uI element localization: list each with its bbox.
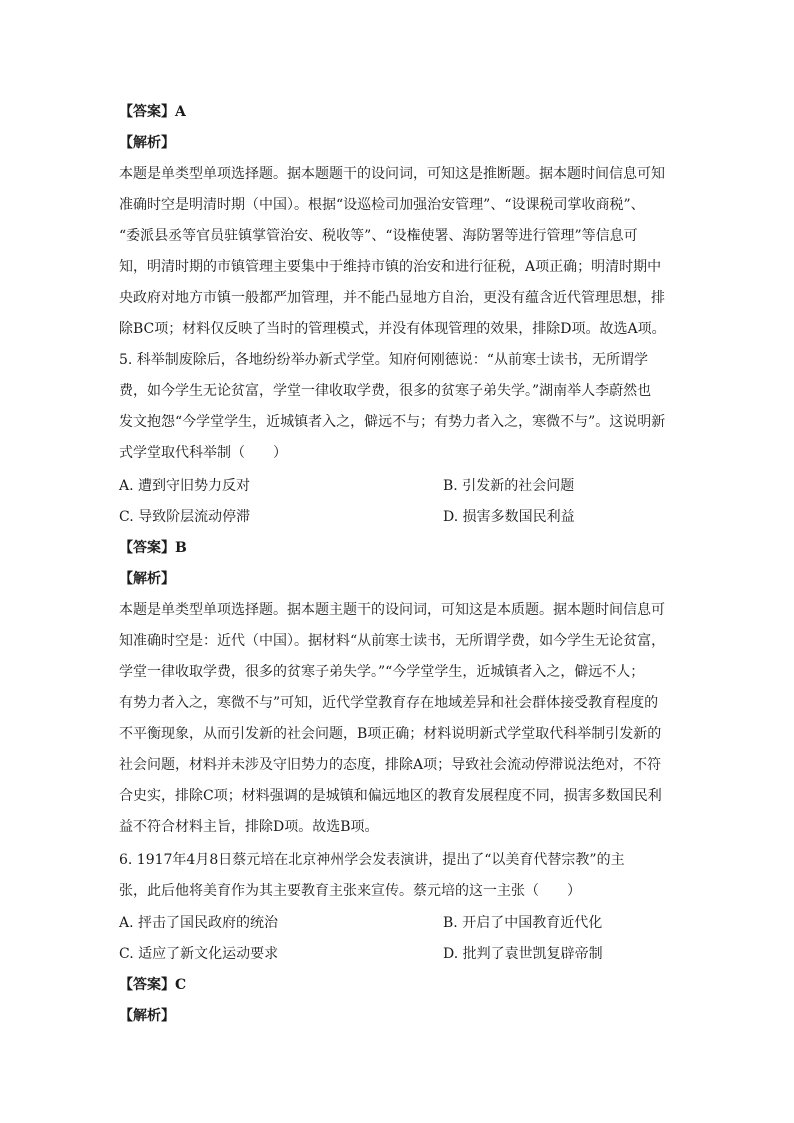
q5-analysis-line: 合史实，排除C项；材料强调的是城镇和偏远地区的教育发展程度不同，损害多数国民利 [119, 788, 662, 804]
q5-analysis-line: 益不符合材料主旨，排除D项。故选B项。 [119, 819, 379, 835]
q4-analysis-line: 除BC项；材料仅反映了当时的管理模式，并没有体现管理的效果，排除D项。故选A项。 [119, 321, 666, 337]
q6-option-c: C. 适应了新文化运动要求 [119, 946, 279, 962]
q4-answer: 【答案】A [119, 104, 186, 120]
q5-analysis-label: 【解析】 [119, 571, 175, 587]
q5-analysis-line: 知准确时空是：近代（中国）。据材料“从前寒士读书，无所谓学费，如今学生无论贫富， [119, 633, 666, 649]
q6-stem-line: 张，此后他将美育作为其主要教育主张来宣传。蔡元培的这一主张（ ） [119, 883, 581, 899]
q5-stem-line: 费，如今学生无论贫富，学堂一律收取学费，很多的贫寒子弟失学。”湖南举人李蔚然也 [119, 383, 652, 399]
q5-analysis-line: 不平衡现象，从而引发新的社会问题，B项正确；材料说明新式学堂取代科举制引发新的 [119, 726, 662, 742]
q4-analysis-line: “委派县丞等官员驻镇掌管治安、税收等”、“设権使署、海防署等进行管理”等信息可 [119, 228, 638, 244]
q4-analysis-line: 准确时空是明清时期（中国）。根据“设巡检司加强治安管理”、“设课税司掌收商税”、 [119, 197, 645, 213]
q6-option-d: D. 批判了袁世凯复辟帝制 [443, 946, 603, 962]
q6-option-a: A. 抨击了国民政府的统治 [119, 915, 279, 931]
q6-stem-line: 6. 1917年4月8日蔡元培在北京神州学会发表演讲，提出了“以美育代替宗教”的主 [119, 852, 625, 868]
q5-stem-line: 5. 科举制废除后，各地纷纷举办新式学堂。知府何刚德说：“从前寒士读书，无所谓学 [119, 352, 648, 368]
q5-option-c: C. 导致阶层流动停滞 [119, 509, 251, 525]
q5-analysis-line: 本题是单类型单项选择题。据本题主题干的设问词，可知这是本质题。据本题时间信息可 [119, 602, 665, 618]
q4-analysis-line: 本题是单类型单项选择题。据本题题干的设问词，可知这是推断题。据本题时间信息可知 [119, 166, 665, 182]
q4-analysis-label: 【解析】 [119, 135, 175, 151]
q5-option-d: D. 损害多数国民利益 [443, 509, 575, 525]
q5-answer: 【答案】B [119, 540, 187, 556]
q5-stem-line: 式学堂取代科举制（ ） [119, 445, 287, 461]
q5-analysis-line: 学堂一律收取学费，很多的贫寒子弟失学。”“今学堂学生，近城镇者入之，僻远不人； [119, 664, 645, 680]
q6-answer: 【答案】C [119, 977, 187, 993]
q5-option-b: B. 引发新的社会问题 [443, 478, 575, 494]
q5-analysis-line: 有势力者入之，寒微不与”可知，近代学堂教育存在地域差异和社会群体接受教育程度的 [119, 695, 659, 711]
q5-stem-line: 发文抱怨“今学堂学生，近城镇者入之，僻远不与；有势力者入之，寒微不与”。这说明新 [119, 414, 666, 430]
q4-analysis-line: 央政府对地方市镇一般都严加管理，并不能凸显地方自治，更没有蕴含近代管理思想，排 [119, 290, 665, 306]
q5-option-a: A. 遭到守旧势力反对 [119, 478, 251, 494]
q5-analysis-line: 社会问题，材料并未涉及守旧势力的态度，排除A项；导致社会流动停滞说法绝对，不符 [119, 757, 662, 773]
q6-option-b: B. 开启了中国教育近代化 [443, 915, 603, 931]
q4-analysis-line: 知，明清时期的市镇管理主要集中于维持市镇的治安和进行征税，A项正确；明清时期中 [119, 259, 662, 275]
q6-analysis-label: 【解析】 [119, 1008, 175, 1024]
